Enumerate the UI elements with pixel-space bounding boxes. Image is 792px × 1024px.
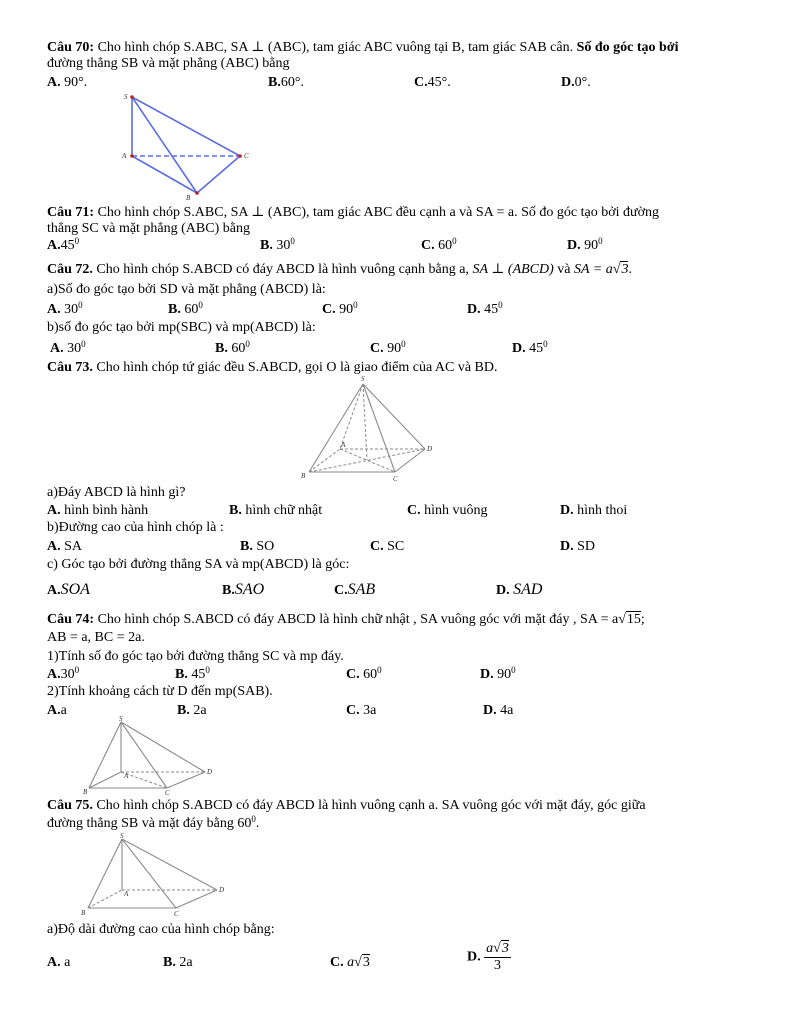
q73a-option-b: B. hình chữ nhật	[229, 503, 323, 518]
q70-label: Câu 70:	[47, 40, 95, 55]
q75-label-c: C	[174, 910, 179, 918]
q73-sub-b: b)Đường cao của hình chóp là :	[47, 520, 224, 535]
q74-1-option-b: B. $45^0$	[175, 665, 210, 682]
q70-label-c: C	[244, 152, 249, 160]
q70-figure	[118, 90, 258, 202]
q70-option-b: B.60°.	[268, 75, 304, 90]
q73b-option-d: D. SD	[560, 539, 596, 554]
q73-sub-a: a)Đáy ABCD là hình gì?	[47, 485, 186, 500]
q75-edge-cd	[176, 890, 217, 908]
q74-label-b: B	[83, 788, 88, 796]
q75-line1: Câu 75. Cho hình chóp S.ABCD có đáy ABCD là hình vuông cạnh a. SA vuông góc với mặt đáy, góc giữa	[47, 798, 646, 813]
q72-label: Câu 72.	[47, 262, 93, 277]
q73-edge-sd	[363, 384, 425, 449]
q73a-option-c: C. hình vuông	[407, 503, 488, 518]
q71-label: Câu 71:	[47, 205, 95, 220]
q74-1-option-d: D. $90^0$	[480, 665, 516, 682]
q71-line2: thẳng SC và mặt phẳng (ABC) bằng	[47, 221, 250, 236]
q74-edge-ab	[89, 772, 121, 788]
q75-line2: đường thẳng SB và mặt đáy bằng $60^0$.	[47, 814, 260, 831]
q74-2-option-d: D. 4a	[483, 703, 514, 718]
q70-label-s: S	[124, 93, 128, 101]
q75-label-a: A	[124, 890, 129, 898]
q74-label-d: D	[207, 768, 213, 776]
q74-figure	[82, 716, 217, 796]
q73-label-s: S	[361, 375, 365, 383]
q73c-option-c: C.SAB	[334, 581, 376, 598]
q75-edge-sb	[88, 839, 122, 908]
q75-edge-ab	[88, 890, 122, 908]
q73-label-c: C	[393, 475, 398, 483]
q70-line1	[47, 40, 679, 55]
q72a-option-b: B. $60^0$	[168, 300, 203, 317]
q73c-option-b: B.SAO	[222, 581, 265, 598]
q74-2-option-a: A.a	[47, 703, 67, 718]
q74-1-option-a: $A.30^0$	[47, 665, 80, 682]
q70-label-b: B	[186, 194, 191, 202]
q70-option-d: D.0°.	[561, 75, 591, 90]
q74-2-option-b: B. 2a	[177, 703, 207, 718]
q72a-option-a: A. $30^0$	[47, 300, 83, 317]
q72-formula-perp: SA ⊥ (ABCD)	[472, 262, 554, 277]
q72a-option-d: D. $45^0$	[467, 300, 503, 317]
q74-2-option-c: C. 3a	[346, 703, 377, 718]
q70-edge-bc	[197, 156, 240, 193]
q75-option-b: B. 2a	[163, 955, 193, 970]
q73b-option-a: A. SA	[47, 539, 83, 554]
q70-option-a: A. 90°.	[47, 75, 88, 90]
q75-edge-sc	[122, 839, 176, 908]
q75-option-c: C. a√3	[330, 955, 370, 970]
q73a-option-d: D. hình thoi	[560, 503, 628, 518]
q73-figure	[295, 374, 445, 484]
q70-edge-ab	[132, 156, 197, 193]
q75-fraction: $\frac{a√3}{3}$	[486, 941, 509, 973]
q73-label-d: D	[427, 445, 433, 453]
q74-radicand: 15	[626, 612, 641, 627]
q72b-option-c: C. $90^0$	[370, 339, 406, 356]
q72a-option-c: C. $90^0$	[322, 300, 358, 317]
q70-label-a: A	[122, 152, 127, 160]
q74-label: Câu 74:	[47, 612, 95, 627]
q71-option-d: D. $90^0$	[567, 236, 603, 253]
q75-figure	[80, 832, 230, 922]
q72-formula-sa: SA = a√3	[574, 262, 629, 277]
q73b-option-b: B. SO	[240, 539, 275, 554]
q73-edge-ac	[340, 449, 395, 472]
q75-label: Câu 75.	[47, 798, 93, 813]
q73b-option-c: C. SC	[370, 539, 405, 554]
q75-label-s: S	[120, 832, 124, 840]
q70-text1b: Số đo góc tạo bởi	[573, 40, 679, 55]
q74-label-c: C	[165, 789, 170, 796]
q74-1-option-c: C. $60^0$	[346, 665, 382, 682]
q73-edge-bd	[309, 449, 425, 472]
q75-edge-sd	[122, 839, 217, 890]
q74-line2: AB = a, BC = 2a.	[47, 630, 145, 645]
q70-text1: Cho hình chóp S.ABC, SA ⊥ (ABC), tam giác ABC vuông tại B, tam giác SAB cân.	[94, 40, 574, 55]
q74-sub-2: 2)Tính khoảng cách từ D đến mp(SAB).	[47, 684, 273, 699]
q70-line2: đường thẳng SB và mặt phẳng (ABC) bằng	[47, 56, 290, 71]
q75-label-b: B	[81, 909, 86, 917]
q72-sub-a: a)Số đo góc tạo bởi SD và mặt phẳng (ABCD) là:	[47, 282, 326, 297]
q72b-option-b: B. $60^0$	[215, 339, 250, 356]
q75-option-a: A. a	[47, 955, 71, 970]
q72-sub-b: b)số đo góc tạo bởi mp(SBC) và mp(ABCD) là:	[47, 320, 316, 335]
q74-sub-1: 1)Tính số đo góc tạo bởi đường thẳng SC và mp đáy.	[47, 649, 344, 664]
q71-option-a: $A.45^0$	[47, 236, 80, 253]
q72-line1: Câu 72. Cho hình chóp S.ABCD có đáy ABCD là hình vuông cạnh bằng a, SA ⊥ (ABCD) và SA = a√3.	[47, 262, 632, 277]
q72b-option-d: D. $45^0$	[512, 339, 548, 356]
q74-label-s: S	[119, 716, 123, 723]
q73-label-a: A	[341, 441, 346, 449]
q73-line1: Câu 73. Cho hình chóp tứ giác đều S.ABCD, gọi O là giao điểm của AC và BD.	[47, 360, 498, 375]
q72b-option-a: A. $30^0$	[50, 339, 86, 356]
q73a-option-a: A. hình bình hành	[47, 503, 149, 518]
q70-edge-sc	[132, 97, 240, 156]
q75-sub-a: a)Độ dài đường cao của hình chóp bằng:	[47, 922, 275, 937]
q74-label-a: A	[124, 772, 129, 780]
q73-label: Câu 73.	[47, 360, 93, 375]
q71-option-b: B. $30^0$	[260, 236, 295, 253]
q73-sub-c: c) Góc tạo bởi đường thẳng SA và mp(ABCD) là góc:	[47, 557, 350, 572]
q73-edge-sb	[309, 384, 363, 472]
q74-edge-sb	[89, 722, 121, 788]
q75-label-d: D	[219, 886, 225, 894]
q71-option-c: C. $60^0$	[421, 236, 457, 253]
q73c-option-a: A.SOA	[47, 581, 90, 598]
q73c-option-d: D. SAD	[496, 581, 543, 598]
q70-edge-sb	[132, 97, 197, 193]
q70-option-c: C.45°.	[414, 75, 451, 90]
q73-label-b: B	[301, 472, 306, 480]
q75-option-d: D. $\frac{a√3}{3}$	[467, 941, 509, 973]
q74-line1: Câu 74: Cho hình chóp S.ABCD có đáy ABCD là hình chữ nhật , SA vuông góc với mặt đáy , SA = a√15;	[47, 612, 645, 627]
q73-edge-sc	[363, 384, 395, 472]
q71-line1: Câu 71: Cho hình chóp S.ABC, SA ⊥ (ABC), tam giác ABC đều cạnh a và SA = a. Số đo góc tạo bởi đường	[47, 205, 659, 220]
q74-edge-cd	[167, 772, 205, 788]
q74-edge-sd	[121, 722, 205, 772]
